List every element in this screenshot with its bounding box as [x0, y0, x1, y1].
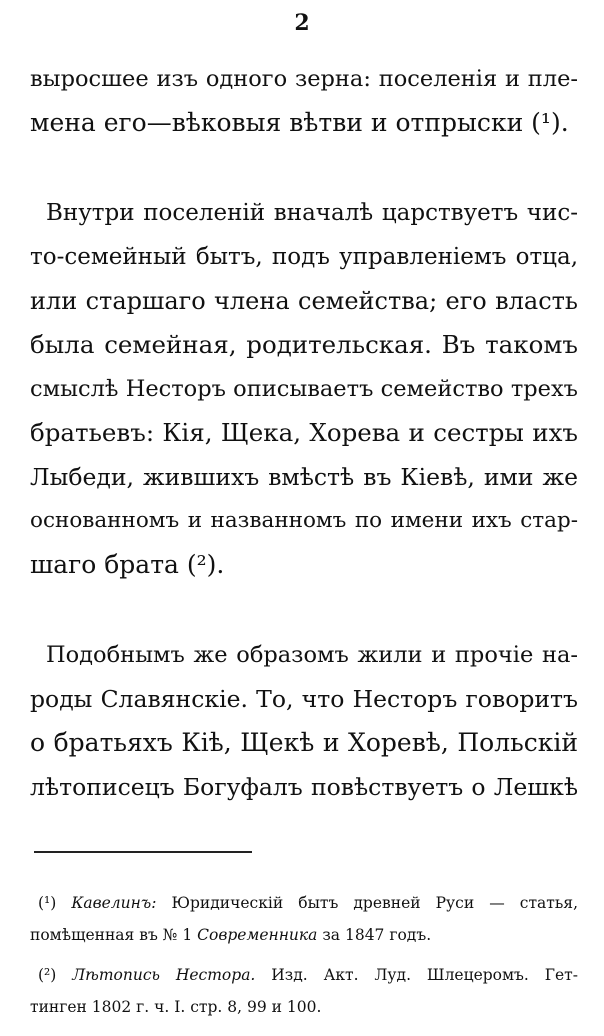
paragraph-2-line-1: Внутри поселеній вначалѣ царствуетъ чис- [46, 200, 578, 226]
paragraph-2-line-3: или старшаго члена семейства; его власть [30, 287, 578, 315]
footnote-1-journal: Современника [197, 926, 318, 944]
paragraph-1-line-2: мена его—вѣковыя вѣтви и отпрыски (¹). [30, 108, 569, 137]
paragraph-2-line-5: смыслѣ Несторъ описываетъ семейство трехъ [30, 376, 578, 402]
footnote-2-marker: (²) [38, 966, 57, 984]
paragraph-3-line-1: Подобнымъ же образомъ жили и прочіе на- [46, 642, 578, 668]
footnote-2-source: Лѣтопись Нестора. [72, 966, 256, 984]
paragraph-2-line-2: то-семейный бытъ, подъ управленіемъ отца, [30, 244, 578, 270]
paragraph-2-line-6: братьевъ: Кія, Щека, Хорева и сестры ихъ [30, 418, 578, 447]
footnote-1-marker: (¹) [38, 894, 57, 912]
footnote-1-text-2b: за 1847 годъ. [322, 926, 432, 944]
paragraph-2-line-4: была семейная, родительская. Въ такомъ [30, 330, 578, 359]
paragraph-3-line-3: о братьяхъ Кіѣ, Щекѣ и Хоревѣ, Польскій [30, 728, 578, 757]
footnote-1-line-1 [38, 892, 578, 914]
footnote-1-text: Юридическій бытъ древней Руси — статья, [171, 894, 579, 912]
footnote-1-author: Кавелинъ: [71, 894, 157, 912]
footnote-2-line-1 [38, 964, 578, 986]
paragraph-2-line-7: Лыбеди, жившихъ вмѣстѣ въ Кіевѣ, ими же [30, 463, 578, 491]
footnote-2-text: Изд. Акт. Луд. Шлецеромъ. Гет- [271, 966, 578, 984]
page-number: 2 [294, 10, 310, 36]
paragraph-2-line-8: основанномъ и названномъ по имени ихъ стар- [30, 508, 578, 533]
paragraph-3-line-4: лѣтописецъ Богуфалъ повѣствуетъ о Лешкѣ [30, 773, 578, 801]
footnote-separator [34, 851, 252, 853]
paragraph-2-line-9: шаго брата (²). [30, 550, 225, 579]
paragraph-3-line-2: роды Славянскіе. То, что Несторъ говоритъ [30, 685, 578, 713]
footnote-1-line-2 [30, 924, 578, 946]
footnote-1-text-2a: помѣщенная въ № 1 [30, 926, 193, 944]
footnote-2-line-2: тинген 1802 г. ч. I. стр. 8, 99 и 100. [30, 998, 322, 1016]
paragraph-1-line-1: выросшее изъ одного зерна: поселенія и пле- [30, 66, 578, 92]
